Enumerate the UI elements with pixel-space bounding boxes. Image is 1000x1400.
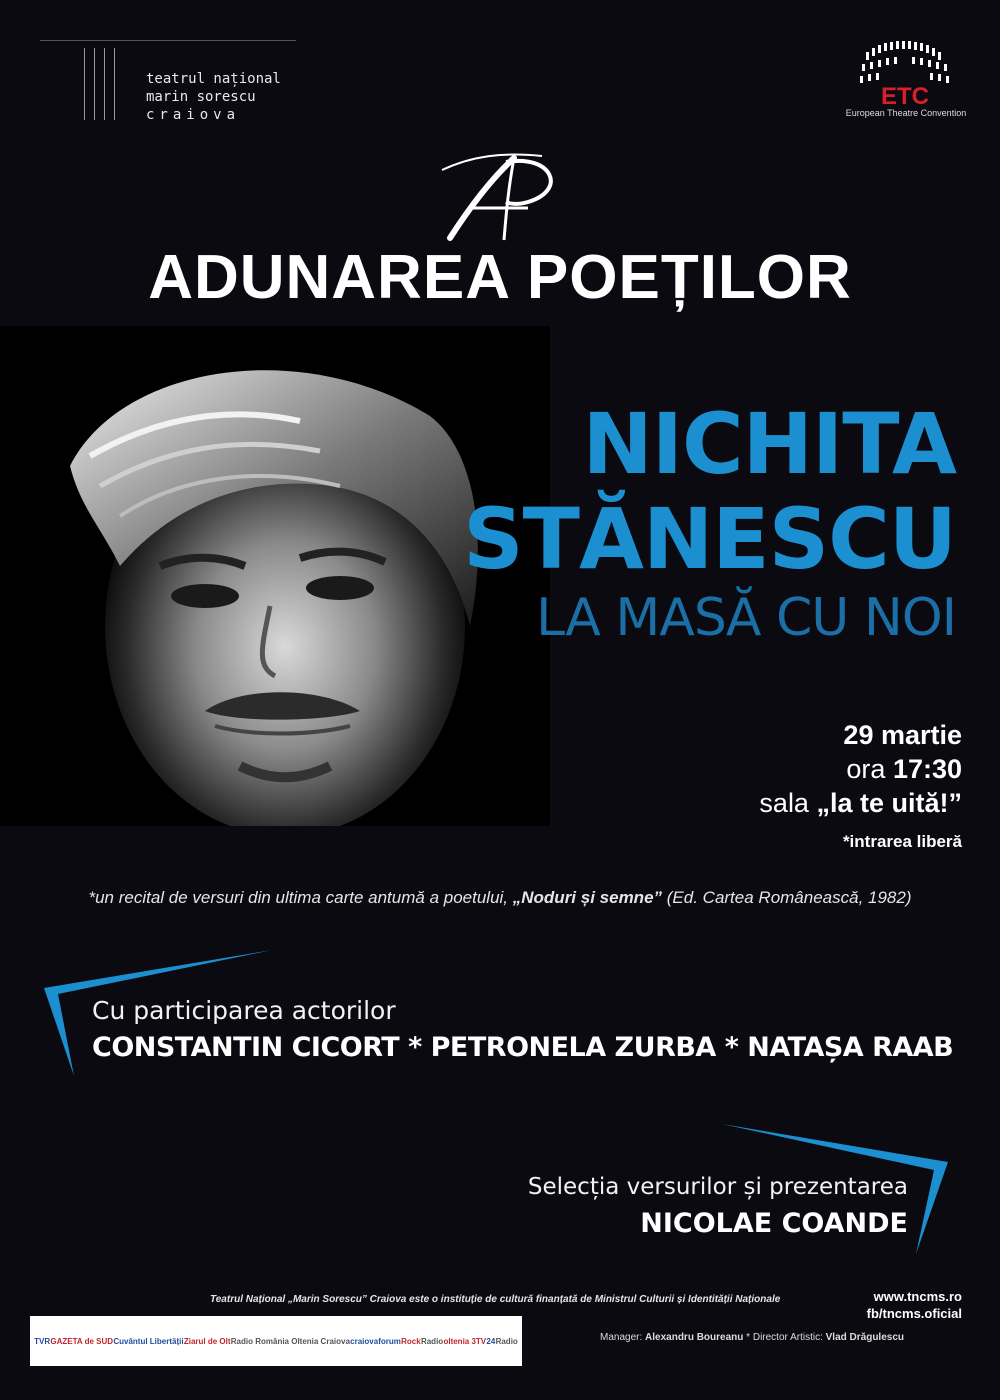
manager-label: Manager:	[600, 1332, 643, 1343]
partner-logos-strip	[30, 1316, 522, 1366]
selection-intro: Selecția versurilor și prezentarea	[527, 1174, 908, 1200]
main-title: ADUNAREA POEȚILOR	[148, 243, 852, 312]
partner-logo-rock: Rock	[401, 1336, 421, 1346]
event-hall-label: sala	[759, 788, 809, 818]
website-link[interactable]: www.tncms.ro	[873, 1289, 962, 1304]
partner-logo-gazeta: GAZETA de SUD	[50, 1336, 114, 1346]
event-hall-value: „la te uită!”	[816, 788, 962, 818]
event-time-label: ora	[846, 754, 886, 784]
facebook-link[interactable]: fb/tncms.oficial	[866, 1306, 962, 1321]
poet-last-name: STĂNESCU	[463, 490, 956, 588]
partner-logo-oltenia3tv: oltenia 3TV	[443, 1336, 487, 1346]
event-time	[846, 752, 962, 786]
partner-logo-cuvantul: Cuvântul Libertății	[113, 1336, 184, 1346]
theatre-name	[146, 70, 281, 124]
partner-logo-ziarul: Ziarul de Olt	[183, 1336, 231, 1346]
theatre-line-3: craiova	[146, 107, 241, 123]
recital-book: „Noduri și semne”	[512, 888, 663, 907]
event-time-value: 17:30	[892, 754, 962, 784]
theatre-logo-lines	[84, 48, 124, 120]
partner-logo-radio-oltenia: Radio România Oltenia Craiova	[230, 1336, 350, 1346]
etc-abbr: ETC	[881, 83, 929, 110]
cast-names: CONSTANTIN CICORT * PETRONELA ZURBA * NATAȘA RAAB	[92, 1032, 954, 1063]
partner-logo-craiovaforum: craiovaforum	[350, 1336, 401, 1346]
contact-links	[867, 1288, 962, 1322]
funding-note: Teatrul Național „Marin Sorescu” Craiova este o instituție de cultură finanțată de Ministrul Culturii și Identității Naționale	[210, 1294, 781, 1305]
event-hall	[759, 786, 962, 820]
recital-prefix: *un recital de versuri din ultima carte antumă a poetului,	[88, 888, 509, 907]
recital-note	[0, 888, 1000, 908]
header-rule	[40, 40, 296, 41]
event-date: 29 martie	[843, 720, 962, 750]
partner-logo-radio-3: Radio	[495, 1336, 518, 1346]
partner-logo-24: 24	[486, 1336, 496, 1346]
theatre-line-1: teatrul național	[146, 71, 281, 87]
management-credits	[600, 1332, 904, 1343]
recital-suffix: (Ed. Cartea Românească, 1982)	[666, 888, 912, 907]
ap-monogram-icon	[432, 150, 572, 246]
director-name: Vlad Drăgulescu	[825, 1332, 904, 1343]
cast-intro: Cu participarea actorilor	[92, 996, 396, 1025]
free-entry: *intrarea liberă	[842, 832, 962, 851]
director-label: * Director Artistic:	[746, 1332, 823, 1343]
theatre-line-2: marin sorescu	[146, 89, 256, 105]
selection-name: NICOLAE COANDE	[640, 1208, 908, 1239]
partner-logo-tvr: TVR	[34, 1336, 51, 1346]
event-subtitle: LA MASĂ CU NOI	[536, 588, 956, 648]
etc-caption: European Theatre Convention	[845, 108, 967, 118]
partner-logo-radio-2: Radio	[420, 1336, 444, 1346]
manager-name: Alexandru Boureanu	[645, 1332, 744, 1343]
poet-first-name: NICHITA	[582, 395, 956, 493]
